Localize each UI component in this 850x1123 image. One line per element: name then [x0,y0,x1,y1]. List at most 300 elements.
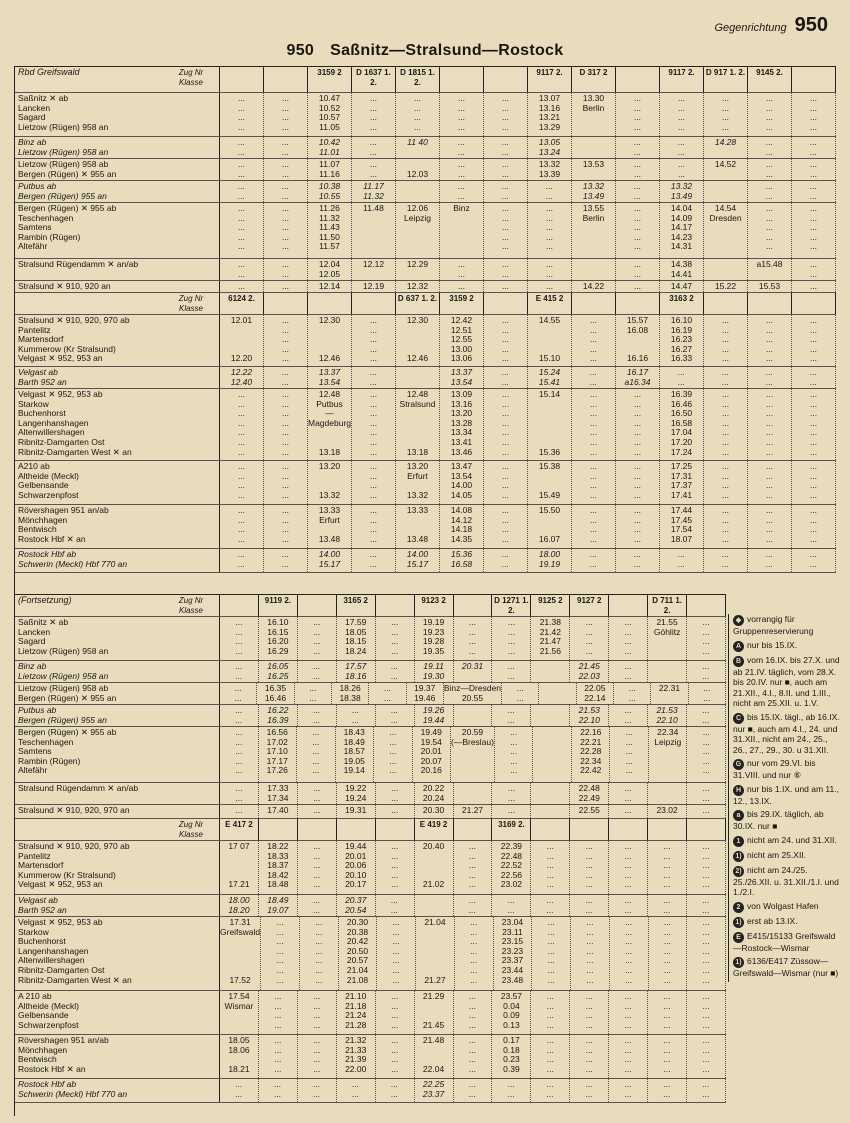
train-number [484,67,528,92]
station-block [15,203,836,259]
train-number [687,595,726,616]
time-cell: ... ... [616,259,660,280]
time-cell: ... ... [220,159,264,180]
time-cell: ... ... [376,661,415,682]
station-label: Bergen (Rügen) ✕ 955 ab Teschenhagen Samtens Rambin (Rügen) Altefähr [15,203,220,258]
time-cell [531,783,570,804]
time-cell: ... ... [376,895,415,916]
time-cells [220,661,726,682]
station-label: Stralsund ✕ 910, 920 an [15,281,220,292]
time-cell: ... ... [484,259,528,280]
time-cell: ... ... ... ... [570,1035,609,1078]
station-label: Lietzow (Rügen) 958 ab Bergen (Rügen) ✕ 955 an [15,683,220,704]
train-number: D 1815 1. 2. [396,67,440,92]
train-number: D 317 2 [572,67,616,92]
time-cell: 21.04 21.27 [416,917,455,990]
time-cell: 11.07 11.16 [308,159,352,180]
time-cell: ... ... ... ... ... [264,203,308,258]
station-block [15,367,836,389]
station-label: Velgast ✕ 952, 953 ab Starkow Buchenhorst Langenhanshagen Altenwillershagen Ribnitz-Damgarten Ost Ribnitz-Damgarten West ✕ an [15,389,220,460]
time-cell: ... ... [609,783,648,804]
time-cell: ... ... ... ... [704,505,748,548]
time-cell [531,661,570,682]
time-cell [572,259,616,280]
time-cell: 19.37 19.46 [407,683,444,704]
time-cell: ... ... ... ... [259,991,298,1034]
time-cell: ... ... ... ... [648,991,687,1034]
time-cell: ... ... [748,549,792,572]
time-cell: ... ... ... ... [298,617,337,660]
time-cell: ... ... ... ... [376,1035,415,1078]
time-cell: ... ... [609,895,648,916]
time-cell: ... ... ... ... [531,991,570,1034]
time-cell: 12.01 12.20 [220,315,264,366]
time-cell: 21.29 21.45 [415,991,454,1034]
time-cell: 15.36 16.58 [440,549,484,572]
time-cell: 19.22 19.24 [337,783,376,804]
time-cell: 18.00 19.19 [528,549,572,572]
station-label: Stralsund Rügendamm ✕ an/ab [15,783,220,804]
time-cell: 21.38 21.42 21.47 21.56 [531,617,570,660]
region-label: (Fortsetzung) [18,595,72,605]
time-cell: ... ... [484,367,528,388]
time-cell: ... ... [352,367,396,388]
time-cell: Binz—Dresden 20.55 [443,683,502,703]
time-cell: ... ... ... ... [704,461,748,504]
time-cell: a15.48 [748,259,792,280]
time-cell: 12.06 Leipzig [396,203,440,258]
time-cell: ... ... ... ... [572,505,616,548]
time-cell: ... ... ... ... [264,461,308,504]
time-cell: ... ... ... ... ... [352,315,396,366]
time-cell: ... ... ... ... [748,505,792,548]
time-cell: ... ... ... ... [352,93,396,136]
train-number [376,595,415,616]
time-cell: ... ... [259,1079,298,1102]
time-cell [396,181,440,202]
time-cell: 16.10 16.19 16.23 16.27 16.33 [660,315,704,366]
time-cell: 21.27 [454,805,493,818]
station-label: Velgast ab Barth 952 an [15,895,220,916]
train-number: 3169 2. [492,819,531,840]
time-cells [220,917,726,990]
time-cell [704,181,748,202]
legend-item [733,916,840,928]
legend-item [733,655,840,709]
time-cell: 22.39 22.48 22.52 22.56 23.02 [492,841,531,894]
legend-item [733,931,840,954]
time-cell: 22.16 22.21 22.28 22.34 22.42 [572,727,611,782]
time-cell: ... ... ... ... [454,1035,493,1078]
time-cell: ... ... [298,661,337,682]
station-block [15,389,836,461]
time-cell: 20.31 [454,661,493,682]
time-cell: 14.54 Dresden [704,203,748,258]
time-cell: ... ... [295,683,332,704]
station-block [15,1079,726,1103]
station-label: Rövershagen 951 an/ab Mönchhagen Bentwisch Rostock Hbf ✕ an [15,1035,220,1078]
time-cells [220,259,836,280]
time-cell: ... ... [298,1079,337,1102]
time-cell: ... ... ... ... ... [610,727,649,782]
train-number: D 711 1. 2. [648,595,687,616]
legend-symbol-icon: a [733,810,744,821]
legend-text: nicht am 24./25. 25./26.XII. u. 31.XII./1.I. und 1./2.I. [733,864,839,897]
train-number [572,293,616,314]
time-cell: ... ... [220,683,257,704]
time-cell: ... [609,805,648,818]
time-cell: ... ... [792,137,836,158]
legend-symbol-icon: ◆ [733,615,744,626]
train-number [484,293,528,314]
time-cell: 23.57 0.04 0.09 0.13 [492,991,531,1034]
time-cell: ... ... [264,137,308,158]
time-cell: ... ... ... ... ... ... ... [264,389,308,460]
time-cell: 22.31 [651,683,688,704]
time-cell: 10.47 10.52 10.57 11.05 [308,93,352,136]
time-cell: ... ... [298,895,337,916]
time-cell [704,259,748,280]
train-number: 9145 2. [748,67,792,92]
time-cell: 12.30 12.46 [308,315,352,366]
time-cell: ... ... ... ... ... ... ... [377,917,416,990]
time-cell: ... ... [337,705,376,726]
time-cell: 12.48 Stralsund 13.18 [396,389,440,460]
time-cell: ... ... [660,159,704,180]
time-cell: 13.33 13.48 [396,505,440,548]
time-cell: ... [492,805,531,818]
legend-symbol-icon: 1) [733,957,744,968]
time-cell: ... ... [660,549,704,572]
time-cell: ... ... ... ... [454,617,493,660]
time-cell: ... ... [748,367,792,388]
station-block [15,93,836,137]
time-cell: ... ... ... ... ... ... ... [616,389,660,460]
time-cell: ... ... ... ... ... ... ... [300,917,339,990]
train-number: 9125 2 [531,595,570,616]
time-cell: ... ... [614,683,651,704]
station-block [15,895,726,917]
time-cell: ... ... ... ... ... [572,315,616,366]
direction-label: Gegenrichtung [714,22,787,34]
time-cell: Binz [440,203,484,258]
time-cell: 22.55 [570,805,609,818]
train-number: E 417 2 [220,819,259,840]
time-cell: ... ... ... ... ... [687,727,726,782]
time-cell: ... ... [687,661,726,682]
legend-item [733,712,840,756]
train-number: 9123 2 [415,595,454,616]
train-number [570,819,609,840]
time-cell: ... ... ... ... ... [297,727,336,782]
time-cell: 19.49 19.54 20.01 20.07 20.16 [413,727,452,782]
time-cell: ... ... ... ... ... [616,203,660,258]
time-cell: ... ... ... ... [484,505,528,548]
station-label: Lietzow (Rügen) 958 ab Bergen (Rügen) ✕ 955 an [15,159,220,180]
time-cell: ... ... [609,705,648,726]
time-cell: ... ... ... ... [376,617,415,660]
time-cell: ... ... [689,683,726,704]
train-number: 3159 2 [440,293,484,314]
time-cell: 13.37 13.54 [308,367,352,388]
time-cell: ... ... ... ... ... [495,727,534,782]
time-cell: 13.47 13.54 14.00 14.05 [440,461,484,504]
station-block [15,1035,726,1079]
time-cell: ... ... [648,895,687,916]
train-number [648,819,687,840]
time-cell: ... ... ... ... ... [748,315,792,366]
train-number-cells [220,595,726,616]
time-cell: ... ... ... ... ... [609,841,648,894]
time-cell: 13.37 13.54 [440,367,484,388]
station-block [15,805,726,819]
time-cell: 20.40 21.02 [415,841,454,894]
page-header [714,14,828,37]
station-label: Stralsund ✕ 910, 920, 970 ab Pantelitz Martensdorf Kummerow (Kr Stralsund) Velgast ✕ 952, 953 an [15,841,220,894]
time-cells [220,281,836,292]
train-number: 9117 2. [528,67,572,92]
time-cell: ... ... [352,549,396,572]
station-label: Rostock Hbf ab Schwerin (Meckl) Hbf 770 an [15,549,220,572]
time-cell: ... ... ... ... [609,991,648,1034]
time-cell: ... ... [337,1079,376,1102]
time-cell: 12.29 [396,259,440,280]
time-cell: ... [220,805,259,818]
legend-text: vom 16.IX. bis 27.X. und ab 21.IV. täglich, vom 28.X. bis 20.IV. nur ■, auch am 21.XII., 4.I., 8.II. und 1.III., nicht am 25.XII. u. 1.V. [733,654,840,708]
time-cell: 17.44 17.45 17.54 18.07 [660,505,704,548]
time-cells [220,389,836,460]
time-cell: ... ... ... ... [298,1035,337,1078]
time-cell: ... ... ... ... [220,505,264,548]
legend-symbol-icon: 1) [733,917,744,928]
train-number [609,595,648,616]
time-cell: 20.30 [415,805,454,818]
time-cell: ... ... ... ... ... ... ... [455,917,494,990]
time-cell: ... ... [616,549,660,572]
header-label [15,819,220,840]
time-cells [220,1079,726,1102]
train-number: 9117 2. [660,67,704,92]
time-cell: ... ... [648,1079,687,1102]
time-cell: 12.19 [352,281,396,292]
time-cell: ... ... ... ... [748,93,792,136]
time-cell: 13.32 13.49 [660,181,704,202]
time-cell: ... ... ... ... ... [748,203,792,258]
legend-text: vorrangig für Gruppenreservierung [733,614,814,636]
station-block [15,705,726,727]
time-cell: ... ... [609,1079,648,1102]
header-label [15,293,220,314]
time-cell: 17.57 18.16 [337,661,376,682]
station-label: Stralsund ✕ 910, 920, 970 an [15,805,220,818]
station-label: Rövershagen 951 an/ab Mönchhagen Bentwisch Rostock Hbf ✕ an [15,505,220,548]
time-cell: ... [792,281,836,292]
legend-item [733,809,840,832]
header-label [15,595,220,616]
time-cell: ... ... [704,367,748,388]
time-cell: ... ... [660,137,704,158]
time-cell: 15.24 15.41 [528,367,572,388]
time-cell: ... ... ... ... ... ... ... [649,917,688,990]
region-label: Rbd Greifswald [18,67,80,77]
time-cell: ... ... [687,783,726,804]
station-block [15,841,726,895]
time-cell [648,783,687,804]
time-cells [220,181,836,202]
legend-item [733,614,840,637]
time-cell: ... ... [492,895,531,916]
time-cell: 13.32 13.39 [528,159,572,180]
time-cell: 22.48 22.49 [570,783,609,804]
time-cell: ... ... [572,549,616,572]
legend-text: nicht am 24. und 31.XII. [747,834,837,845]
station-label: Saßnitz ✕ ab Lancken Sagard Lietzow (Rügen) 958 an [15,93,220,136]
time-cell: ... ... ... ... [687,991,726,1034]
time-cell: ... ... ... ... [220,461,264,504]
time-cell: ... [376,805,415,818]
time-cell: 13.30 Berlin [572,93,616,136]
time-cell [531,705,570,726]
legend-text: nur bis 15.IX. [747,639,798,650]
time-cell: ... ... [748,159,792,180]
station-block [15,461,836,505]
time-cell: ... ... [792,159,836,180]
time-cell: 23.02 [648,805,687,818]
station-block [15,783,726,805]
time-cell: 12.22 12.40 [220,367,264,388]
legend-symbol-icon: B [733,656,744,667]
time-cell: ... ... [352,137,396,158]
time-cell: 12.03 [396,159,440,180]
station-label: Velgast ✕ 952, 953 ab Starkow Buchenhorst Langenhanshagen Altenwillershagen Ribnitz-Damgarten Ost Ribnitz-Damgarten West ✕ an [15,917,220,990]
time-cells [220,705,726,726]
time-cell: ... ... ... ... [704,93,748,136]
time-cell: ... [298,805,337,818]
time-cell: 21.45 22.03 [570,661,609,682]
time-cell: ... ... ... ... [570,991,609,1034]
train-number [308,293,352,314]
time-cell: ... ... ... ... [264,505,308,548]
time-cell: 17.33 17.34 [259,783,298,804]
time-cell: ... ... ... ... ... [570,841,609,894]
time-cell: ... ... ... ... ... [648,841,687,894]
time-cell: ... ... ... ... [264,93,308,136]
time-cell: 20.59 (—Breslau) [451,727,495,782]
train-number-cells [220,67,836,92]
time-cell: ... ... ... ... [792,505,836,548]
train-header-row [15,293,836,315]
time-cell: ... ... ... ... ... [220,203,264,258]
title-route: Saßnitz—Stralsund—Rostock [330,42,564,59]
train-number [792,293,836,314]
time-cell: ... ... ... ... [492,617,531,660]
time-cell: ... ... ... ... ... [484,315,528,366]
time-cell: ... ... [264,159,308,180]
time-cell: ... ... [220,137,264,158]
time-cell: ... ... [264,367,308,388]
time-cell: ... ... [298,705,337,726]
station-label: Stralsund Rügendamm ✕ an/ab [15,259,220,280]
time-cell: ... [687,805,726,818]
time-cell [648,661,687,682]
time-cell: 18.26 18.38 [332,683,369,704]
train-number: D 917 1. 2. [704,67,748,92]
time-cell: 15.14 15.36 [528,389,572,460]
time-cells [220,683,726,704]
time-cell: 21.48 22.04 [415,1035,454,1078]
time-cell: ... ... [220,705,259,726]
time-cell: ... ... ... ... ... [298,841,337,894]
time-cell: ... ... ... ... [352,505,396,548]
time-cell: 16.39 16.46 16.50 16.58 17.04 17.20 17.24 [660,389,704,460]
station-block [15,137,836,159]
train-number [298,819,337,840]
time-cell: ... ... [492,661,531,682]
time-cell: 17.40 [259,805,298,818]
time-cell: ... ... [484,549,528,572]
legend-text: bis 15.IX. tägl., ab 16.IX. nur ■, auch am 4.I., 24. und 31.XII., nicht am 24., 25., 26., 27., 29., 30. u 31.XII. [733,711,840,755]
time-cell: ... ... [492,705,531,726]
time-cell: 11 40 [396,137,440,158]
time-cells [220,727,726,782]
time-cell: ... ... [376,783,415,804]
time-cell: 15.57 16.08 16.16 [616,315,660,366]
train-number-cells [220,293,836,314]
time-cell: 14.04 14.09 14.17 14.23 14.31 [660,203,704,258]
header-label [15,67,220,92]
legend-item [733,956,840,979]
time-cell: ... ... [440,137,484,158]
time-cell: ... ... [369,683,406,704]
time-cell: ... ... ... ... ... [531,841,570,894]
legend-symbol-icon: 1) [733,851,744,862]
time-cell: ... ... ... ... [220,93,264,136]
train-number [264,293,308,314]
time-cell: 18.05 18.06 18.21 [220,1035,259,1078]
time-cell: 12.48 Putbus — Magdeburg 13.18 [308,389,352,460]
time-cell: 14.22 [572,281,616,292]
time-cell: ... ... [440,259,484,280]
time-cell: ... ... ... ... ... ... ... [792,389,836,460]
timetable-upper [14,66,836,598]
time-cells [220,617,726,660]
time-cell: 17.59 18.05 18.15 18.24 [337,617,376,660]
station-label: Binz ab Lietzow (Rügen) 958 an [15,137,220,158]
time-cell: ... ... ... ... [376,991,415,1034]
time-cell: ... ... [376,705,415,726]
time-cell: 13.32 13.49 [572,181,616,202]
station-label: Putbus ab Bergen (Rügen) 955 an [15,181,220,202]
time-cell: 22.34 Leipzig [649,727,688,782]
time-cell: ... ... ... ... ... [792,203,836,258]
time-cell: 18.43 18.49 18.57 19.05 19.14 [336,727,375,782]
time-cell: 13.53 [572,159,616,180]
station-block [15,181,836,203]
time-cell: ... ... [687,1079,726,1102]
time-cells [220,841,726,894]
time-cell: 14.08 14.12 14.18 14.35 [440,505,484,548]
time-cell: ... ... ... ... [616,93,660,136]
time-cell: 21.32 21.33 21.39 22.00 [337,1035,376,1078]
time-cell: 13.55 Berlin [572,203,616,258]
time-cell: 16.05 16.25 [259,661,298,682]
train-header-row [15,67,836,93]
station-block [15,917,726,991]
time-cell: ... ... [792,549,836,572]
time-cell: 14.00 15.17 [396,549,440,572]
time-cell: ... ... [502,683,539,704]
time-cell: ... ... [352,159,396,180]
